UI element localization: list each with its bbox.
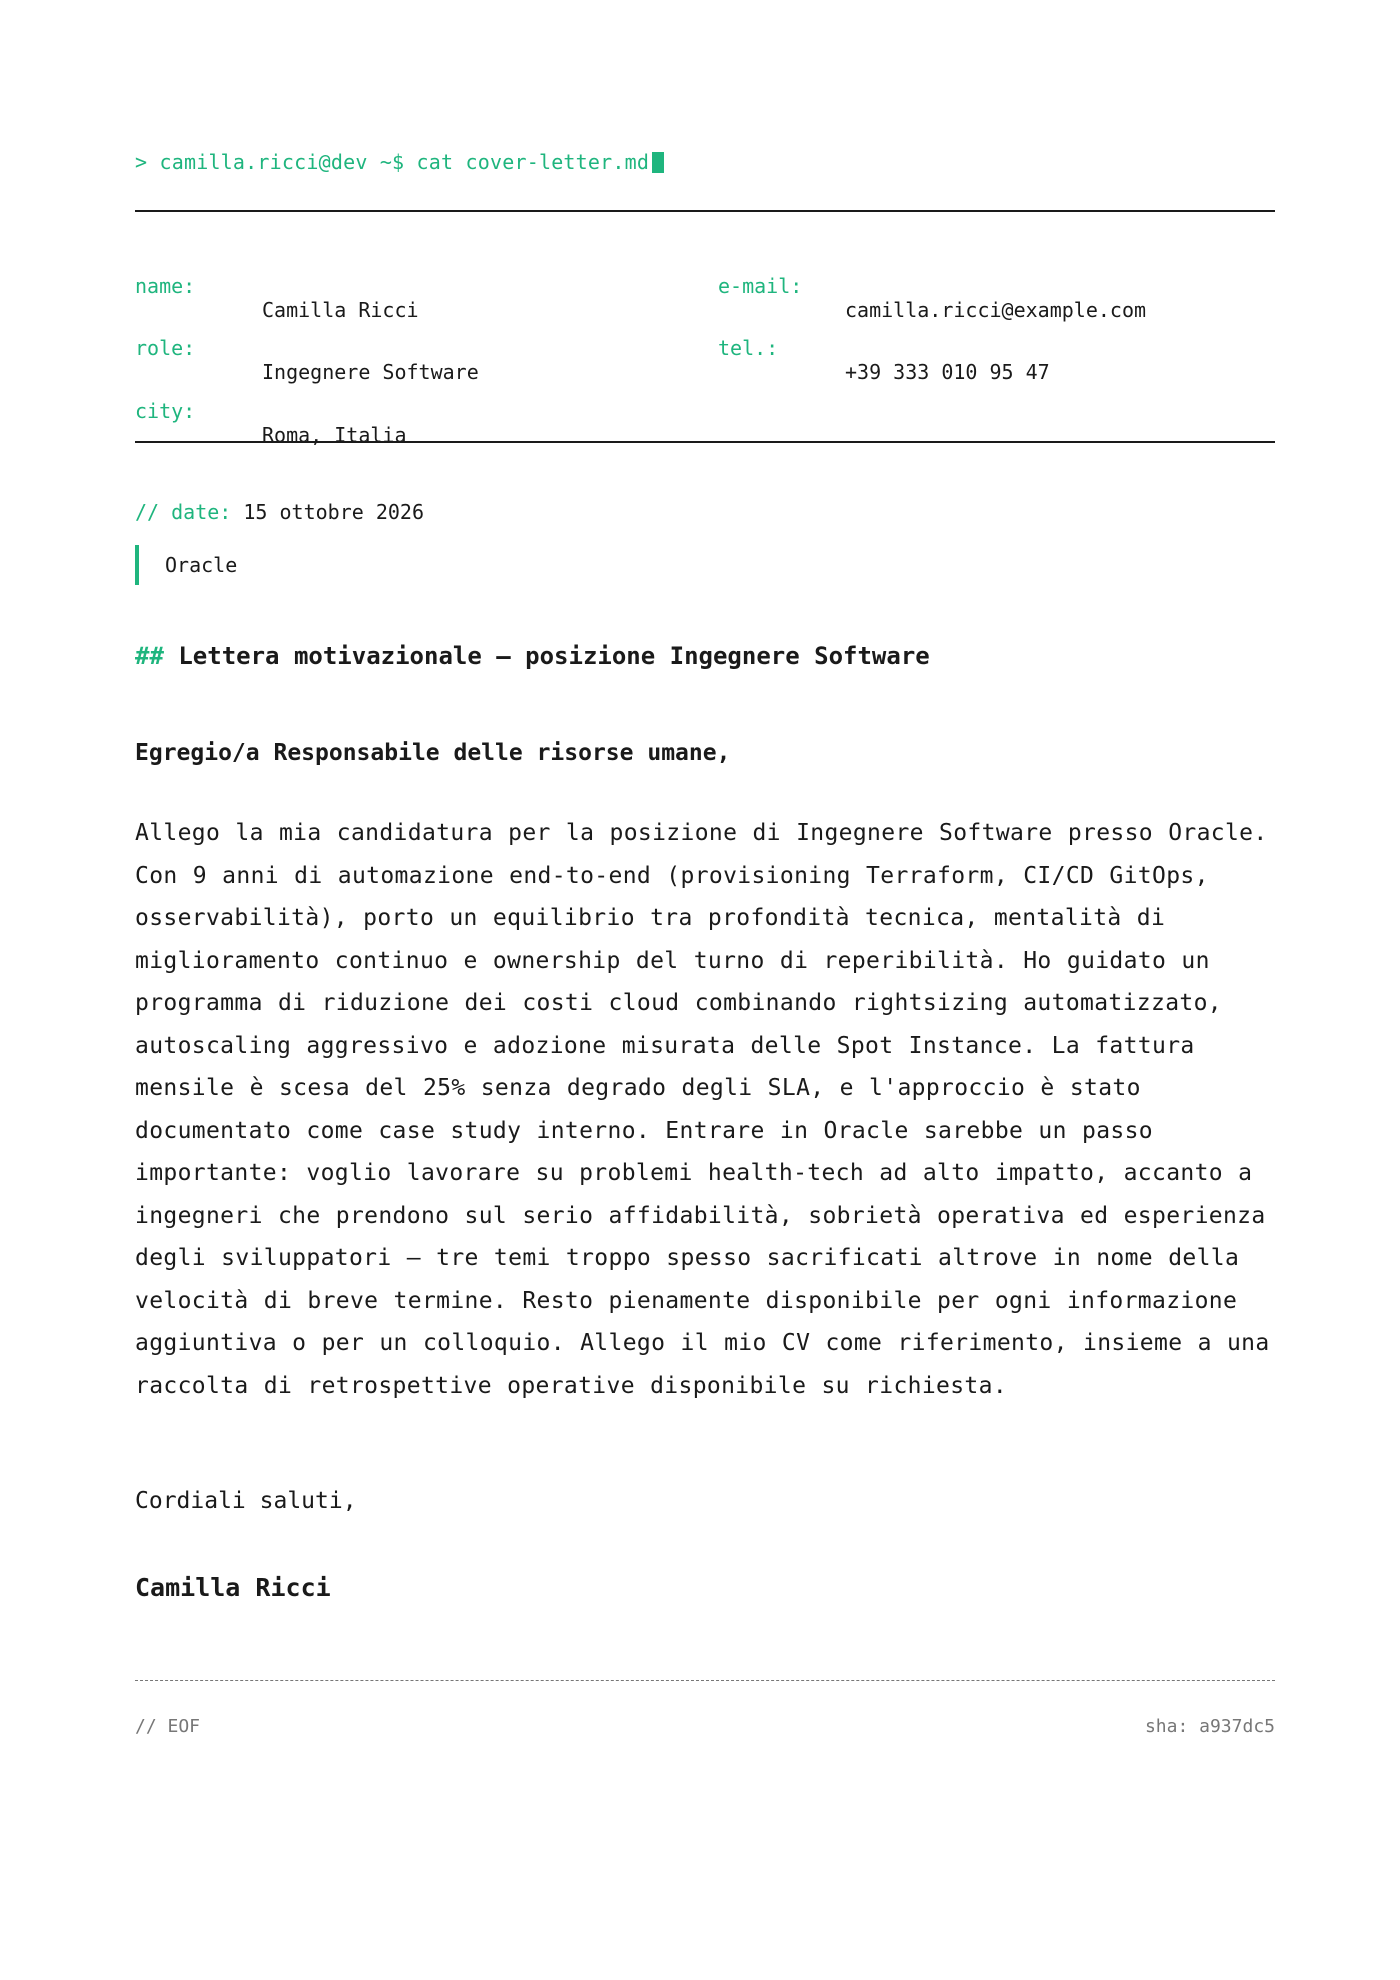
- date-line: [135, 500, 424, 524]
- footer-sha: sha: a937dc5: [1144, 1716, 1275, 1737]
- meta-tel-row: [718, 312, 1050, 408]
- city-value: Roma, Italia: [262, 423, 407, 447]
- heading-marker: ##: [135, 642, 164, 670]
- name-label: name:: [135, 274, 196, 298]
- date-prefix: // date:: [135, 500, 232, 524]
- closing: Cordiali saluti,: [135, 1488, 357, 1514]
- recipient-block: [135, 545, 237, 585]
- footer-eof: // EOF: [135, 1716, 201, 1737]
- tel-value[interactable]: +39 333 010 95 47: [845, 360, 1050, 384]
- signature: Camilla Ricci: [135, 1573, 331, 1602]
- meta-city-row: [135, 375, 407, 471]
- prompt-text: > camilla.ricci@dev ~$ cat cover-letter.md: [135, 150, 650, 174]
- footer-dashed-rule: [135, 1680, 1275, 1681]
- name-value: Camilla Ricci: [262, 298, 419, 322]
- cursor-block-icon: [652, 152, 664, 173]
- header-bottom-rule: [135, 441, 1275, 443]
- role-value: Ingegnere Software: [262, 360, 479, 384]
- role-label: role:: [135, 336, 196, 360]
- letter-body: Allego la mia candidatura per la posizione di Ingegnere Software presso Oracle. Con 9 anni di automazione end-to-end (provisioning Terraform, CI/CD GitOps, osservabilità), porto un equilibrio tra profondità tecnica, mentalità di miglioramento continuo e ownership del turno di reperibilità. Ho guidato un programma di riduzione dei costi cloud combinando rightsizing automatizzato, autoscaling aggressivo e adozione misurata delle Spot Instance. La fattura mensile è scesa del 25% senza degrado degli SLA, e l'approccio è stato documentato come case study interno. Entrare in Oracle sarebbe un passo importante: voglio lavorare su problemi health-tech ad alto impatto, accanto a ingegneri che prendono sul serio affidabilità, sobrietà operativa ed esperienza degli sviluppatori — tre temi troppo spesso sacrificati altrove in nome della velocità di breve termine. Resto pienamente disponibile per ogni informazione aggiuntiva o per un colloquio. Allego il mio CV come riferimento, insieme a una raccolta di retrospettive operative disponibile su richiesta.: [135, 820, 1270, 1399]
- email-label: e-mail:: [718, 274, 803, 298]
- heading-text: Lettera motivazionale — posizione Ingegnere Software: [178, 642, 930, 670]
- letter-heading: [135, 642, 930, 670]
- city-label: city:: [135, 399, 196, 423]
- email-value[interactable]: camilla.ricci@example.com: [845, 298, 1147, 322]
- terminal-prompt: [135, 150, 664, 174]
- recipient-name: Oracle: [165, 553, 238, 577]
- header-top-rule: [135, 210, 1275, 212]
- date-value: 15 ottobre 2026: [243, 500, 424, 524]
- salutation: Egregio/a Responsabile delle risorse umane,: [135, 740, 731, 766]
- tel-label: tel.:: [718, 336, 779, 360]
